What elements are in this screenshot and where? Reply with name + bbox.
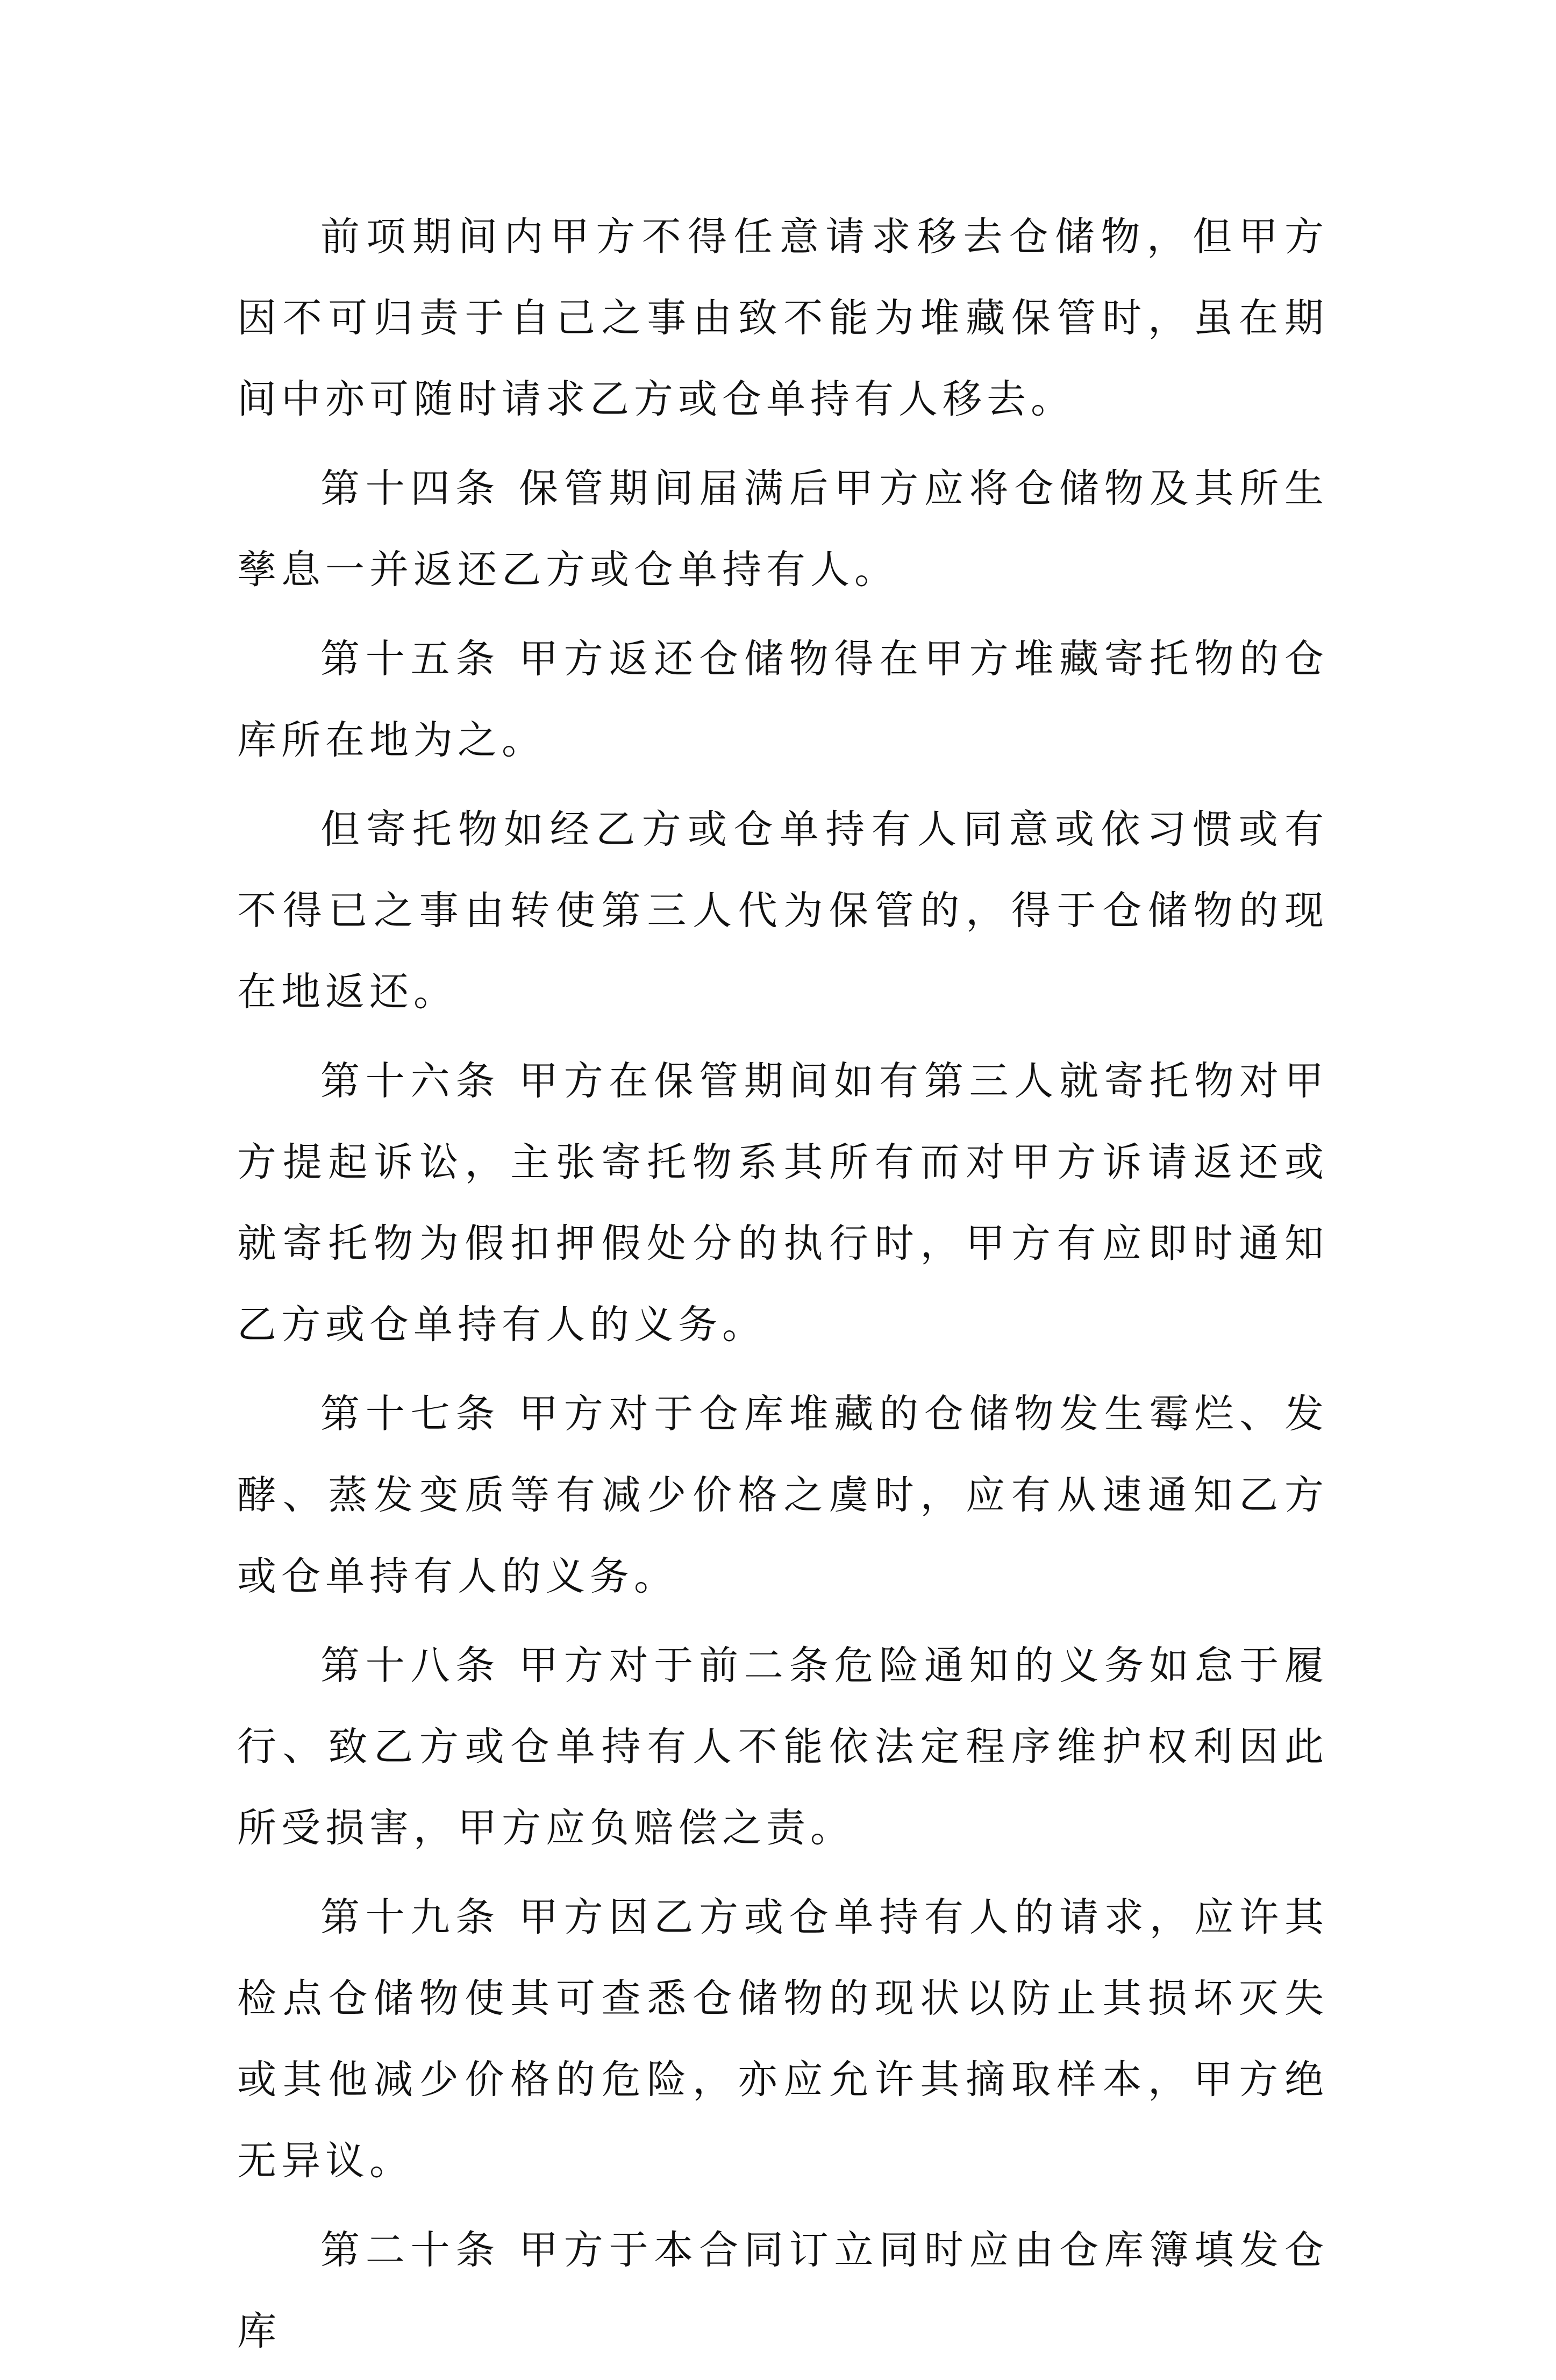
paragraph-article-17: 第十七条 甲方对于仓库堆藏的仓储物发生霉烂、发酵、蒸发变质等有减少价格之虞时，应有从速通知乙方或仓单持有人的义务。 — [237, 1391, 1329, 1599]
paragraph-article-16: 第十六条 甲方在保管期间如有第三人就寄托物对甲方提起诉讼，主张寄托物系其所有而对甲方诉请返还或就寄托物为假扣押假处分的执行时，甲方有应即时通知乙方或仓单持有人的义务。 — [237, 1058, 1329, 1348]
paragraph-article-18: 第十八条 甲方对于前二条危险通知的义务如怠于履行、致乙方或仓单持有人不能依法定程序维护权利因此所受损害，甲方应负赔偿之责。 — [237, 1643, 1329, 1851]
paragraph-continuation: 前项期间内甲方不得任意请求移去仓储物，但甲方因不可归责于自己之事由致不能为堆藏保管时，虽在期间中亦可随时请求乙方或仓单持有人移去。 — [237, 214, 1329, 422]
paragraph-article-15-clause-2: 但寄托物如经乙方或仓单持有人同意或依习惯或有不得已之事由转使第三人代为保管的，得于仓储物的现在地返还。 — [237, 807, 1329, 1015]
paragraph-article-19: 第十九条 甲方因乙方或仓单持有人的请求，应许其检点仓储物使其可查悉仓储物的现状以防止其损坏灭失或其他减少价格的危险，亦应允许其摘取样本，甲方绝无异议。 — [237, 1894, 1329, 2184]
paragraph-article-14: 第十四条 保管期间届满后甲方应将仓储物及其所生孳息一并返还乙方或仓单持有人。 — [237, 466, 1329, 593]
paragraph-article-15: 第十五条 甲方返还仓储物得在甲方堆藏寄托物的仓库所在地为之。 — [237, 636, 1329, 763]
document-body — [237, 196, 1329, 2380]
paragraph-article-20: 第二十条 甲方于本合同订立同时应由仓库簿填发仓库 — [237, 2227, 1329, 2354]
